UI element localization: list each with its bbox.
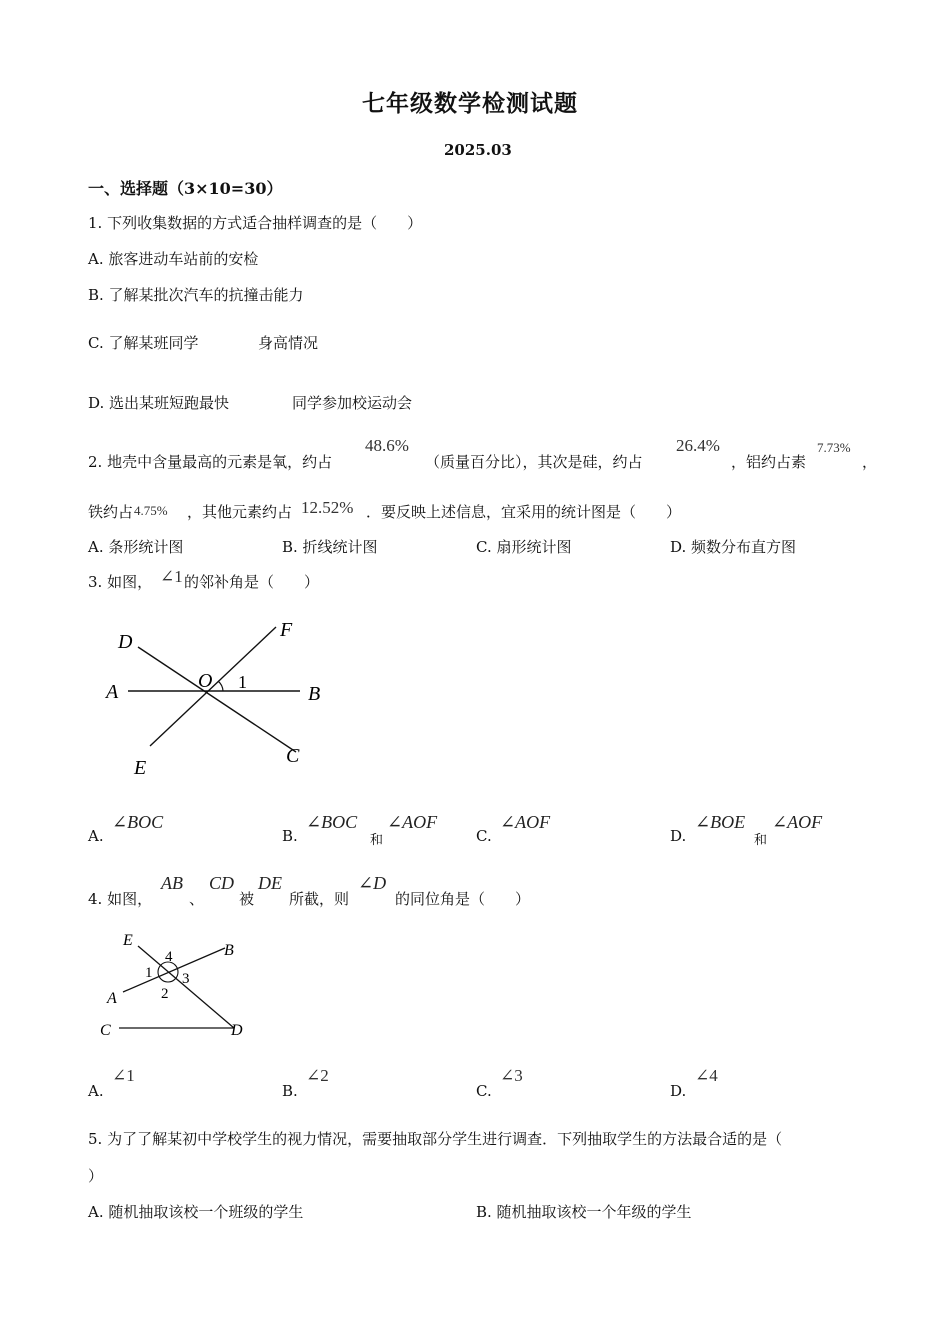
option-b: B. 折线统计图: [282, 538, 378, 556]
option-a-math: ∠BOC: [112, 812, 164, 832]
label-b: B: [224, 942, 234, 959]
math-value: 7.73%: [817, 440, 851, 455]
math-value: 48.6%: [365, 436, 409, 455]
question-stem: 、: [189, 890, 205, 908]
option-d-math-2: ∠AOF: [772, 812, 823, 832]
label-a: A: [106, 681, 119, 703]
option-c-tail: 身高情况: [258, 334, 319, 352]
intersecting-lines-figure: [90, 610, 350, 790]
label-d: D: [231, 1022, 243, 1039]
question-stem-tail: ）: [88, 1167, 104, 1185]
math-value: 4.75%: [134, 503, 168, 518]
question-stem: 3. 如图，: [88, 573, 153, 591]
math-segment: CD: [209, 873, 235, 893]
question-stem: 的同位角是（ ）: [395, 890, 531, 908]
label-o: O: [198, 670, 213, 692]
option-b-math: ∠BOC: [306, 812, 358, 832]
math-value: 26.4%: [676, 436, 720, 455]
option-b-math: ∠2: [306, 1066, 329, 1085]
label-a: A: [107, 990, 117, 1007]
question-stem: ．要反映上述信息，宜采用的统计图是（ ）: [366, 503, 682, 521]
math-angle: ∠D: [358, 873, 387, 893]
option-c-math: ∠3: [500, 1066, 523, 1085]
option-c-label: C.: [476, 827, 492, 845]
label-angle-1: 1: [145, 965, 153, 981]
option-b-math-2: ∠AOF: [387, 812, 438, 832]
question-stem: 1. 下列收集数据的方式适合抽样调查的是（ ）: [88, 214, 423, 232]
question-stem: 所截，则: [289, 890, 350, 908]
label-c: C: [286, 745, 300, 767]
section-heading: 一、选择题（3×10=30）: [88, 179, 283, 198]
label-b: B: [308, 683, 321, 705]
option-d-math: ∠BOE: [695, 812, 746, 832]
math-value: 12.52%: [301, 498, 354, 517]
label-c: C: [100, 1022, 111, 1039]
line-ab: [123, 948, 225, 992]
option-b: B. 随机抽取该校一个年级的学生: [476, 1203, 692, 1221]
option-d-tail: 同学参加校运动会: [292, 394, 413, 412]
question-stem: ，: [862, 453, 878, 471]
option-a: A. 旅客进动车站前的安检: [88, 250, 259, 268]
question-stem: 铁约占: [88, 503, 134, 521]
option-d-label: D.: [670, 827, 687, 845]
option-c-math: ∠AOF: [500, 812, 551, 832]
option-b-and: 和: [370, 833, 384, 848]
label-angle-3: 3: [182, 971, 190, 987]
transversal-figure: [95, 928, 265, 1043]
option-b: B. 了解某批次汽车的抗撞击能力: [88, 286, 304, 304]
option-d-and: 和: [754, 833, 768, 848]
question-stem: 4. 如图，: [88, 890, 153, 908]
page-title: 七年级数学检测试题: [362, 90, 578, 117]
label-e: E: [123, 932, 133, 949]
math-segment: AB: [161, 873, 183, 893]
label-angle-2: 2: [161, 986, 169, 1002]
option-d: D. 选出某班短跑最快: [88, 394, 230, 412]
label-f: F: [280, 619, 293, 641]
option-a-math: ∠1: [112, 1066, 135, 1085]
question-stem: （质量百分比），其次是硅，约占: [425, 453, 643, 471]
math-angle: ∠1: [160, 567, 183, 586]
option-a-label: A.: [88, 1082, 104, 1100]
question-stem: 被: [239, 890, 255, 908]
line-fe: [150, 627, 276, 746]
label-angle-1: 1: [238, 672, 247, 692]
question-stem: 5. 为了了解某初中学校学生的视力情况，需要抽取部分学生进行调查．下列抽取学生的方法最合适的是（: [88, 1130, 783, 1148]
label-angle-4: 4: [165, 949, 173, 965]
option-b-label: B.: [282, 827, 298, 845]
question-stem: ，其他元素约占: [187, 503, 293, 521]
question-stem: ，铝约占素: [731, 453, 807, 471]
question-stem: 的邻补角是（ ）: [184, 573, 320, 591]
option-c-label: C.: [476, 1082, 492, 1100]
label-e: E: [134, 757, 147, 779]
option-d-label: D.: [670, 1082, 687, 1100]
option-a: A. 条形统计图: [88, 538, 184, 556]
option-c: C. 扇形统计图: [476, 538, 572, 556]
line-ed: [138, 946, 234, 1028]
exam-date: 2025.03: [444, 141, 512, 159]
option-d: D. 频数分布直方图: [670, 538, 797, 556]
option-d-math: ∠4: [695, 1066, 718, 1085]
line-dc: [138, 647, 296, 752]
option-c: C. 了解某班同学: [88, 334, 199, 352]
option-a: A. 随机抽取该校一个班级的学生: [88, 1203, 304, 1221]
math-segment: DE: [258, 873, 282, 893]
label-d: D: [118, 631, 133, 653]
angle-1-arc: [218, 681, 223, 691]
option-b-label: B.: [282, 1082, 298, 1100]
option-a-label: A.: [88, 827, 104, 845]
question-stem: 2. 地壳中含量最高的元素是氧，约占: [88, 453, 333, 471]
